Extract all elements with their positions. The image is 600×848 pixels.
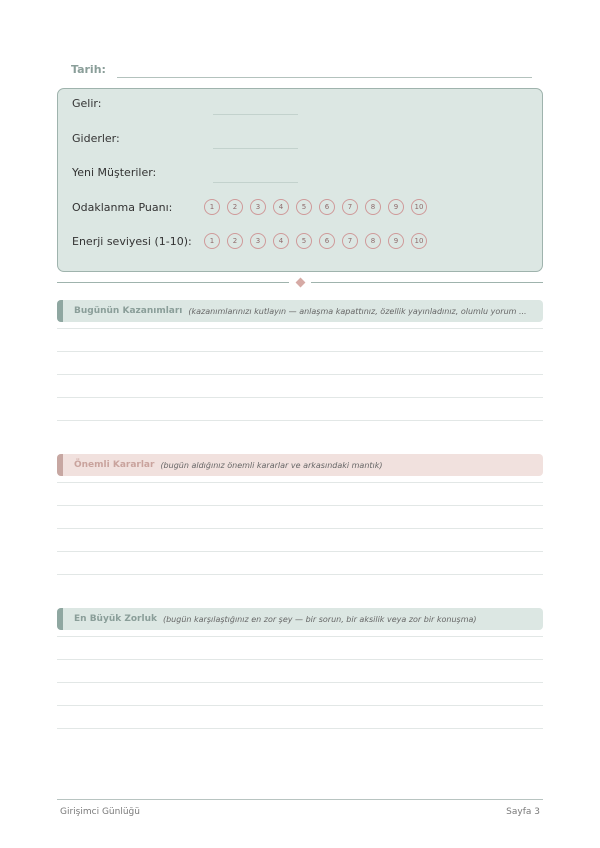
section-accent-bar [57, 454, 63, 476]
writing-line[interactable] [57, 728, 543, 729]
writing-line[interactable] [57, 705, 543, 706]
section-decisions-title: Önemli Kararlar [74, 460, 155, 470]
section-wins-title: Bugünün Kazanımları [74, 306, 183, 316]
section-challenge-title: En Büyük Zorluk [74, 614, 157, 624]
divider-right [311, 282, 543, 283]
date-input-line[interactable] [117, 77, 532, 78]
page-number: Sayfa 3 [506, 807, 540, 817]
focus-score-option[interactable]: 7 [342, 199, 358, 215]
writing-line[interactable] [57, 328, 543, 329]
section-challenge [57, 608, 543, 630]
focus-score-option[interactable]: 3 [250, 199, 266, 215]
divider-left [57, 282, 289, 283]
new-customers-input-line[interactable] [213, 182, 298, 183]
writing-line[interactable] [57, 351, 543, 352]
writing-line[interactable] [57, 397, 543, 398]
new-customers-label: Yeni Müşteriler: [72, 166, 157, 179]
writing-line[interactable] [57, 659, 543, 660]
section-wins-header [57, 300, 543, 322]
section-decisions [57, 454, 543, 476]
focus-score-scale [204, 199, 427, 215]
expenses-input-line[interactable] [213, 148, 298, 149]
section-accent-bar [57, 608, 63, 630]
focus-score-option[interactable]: 5 [296, 199, 312, 215]
focus-score-option[interactable]: 1 [204, 199, 220, 215]
energy-level-option[interactable]: 7 [342, 233, 358, 249]
date-row [71, 63, 532, 79]
section-decisions-hint: (bugün aldığınız önemli kararlar ve arkasındaki mantık) [160, 460, 383, 470]
date-label: Tarih: [71, 63, 106, 76]
writing-line[interactable] [57, 505, 543, 506]
focus-score-label: Odaklanma Puanı: [72, 201, 173, 214]
energy-level-option[interactable]: 10 [411, 233, 427, 249]
section-decisions-header [57, 454, 543, 476]
energy-level-option[interactable]: 3 [250, 233, 266, 249]
focus-score-option[interactable]: 10 [411, 199, 427, 215]
energy-level-label: Enerji seviyesi (1-10): [72, 235, 192, 248]
writing-line[interactable] [57, 482, 543, 483]
footer-title: Girişimci Günlüğü [60, 807, 140, 817]
section-wins [57, 300, 543, 322]
section-challenge-hint: (bugün karşılaştığınız en zor şey — bir sorun, bir aksilik veya zor bir konuşma) [162, 614, 477, 624]
energy-level-option[interactable]: 1 [204, 233, 220, 249]
energy-level-option[interactable]: 2 [227, 233, 243, 249]
energy-level-option[interactable]: 5 [296, 233, 312, 249]
section-accent-bar [57, 300, 63, 322]
energy-level-option[interactable]: 4 [273, 233, 289, 249]
focus-score-option[interactable]: 4 [273, 199, 289, 215]
writing-line[interactable] [57, 636, 543, 637]
metrics-box [57, 88, 543, 272]
energy-level-option[interactable]: 6 [319, 233, 335, 249]
focus-score-option[interactable]: 9 [388, 199, 404, 215]
writing-line[interactable] [57, 551, 543, 552]
focus-score-option[interactable]: 2 [227, 199, 243, 215]
section-challenge-header [57, 608, 543, 630]
energy-level-option[interactable]: 8 [365, 233, 381, 249]
footer-rule [57, 799, 543, 800]
writing-line[interactable] [57, 420, 543, 421]
energy-level-option[interactable]: 9 [388, 233, 404, 249]
income-input-line[interactable] [213, 114, 298, 115]
writing-line[interactable] [57, 528, 543, 529]
divider-diamond-icon [296, 278, 306, 288]
income-label: Gelir: [72, 97, 102, 110]
energy-level-scale [204, 233, 427, 249]
section-wins-hint: (kazanımlarınızı kutlayın — anlaşma kapattınız, özellik yayınladınız, olumlu yorum ... [188, 306, 527, 316]
expenses-label: Giderler: [72, 132, 120, 145]
writing-line[interactable] [57, 374, 543, 375]
writing-line[interactable] [57, 574, 543, 575]
focus-score-option[interactable]: 6 [319, 199, 335, 215]
focus-score-option[interactable]: 8 [365, 199, 381, 215]
writing-line[interactable] [57, 682, 543, 683]
